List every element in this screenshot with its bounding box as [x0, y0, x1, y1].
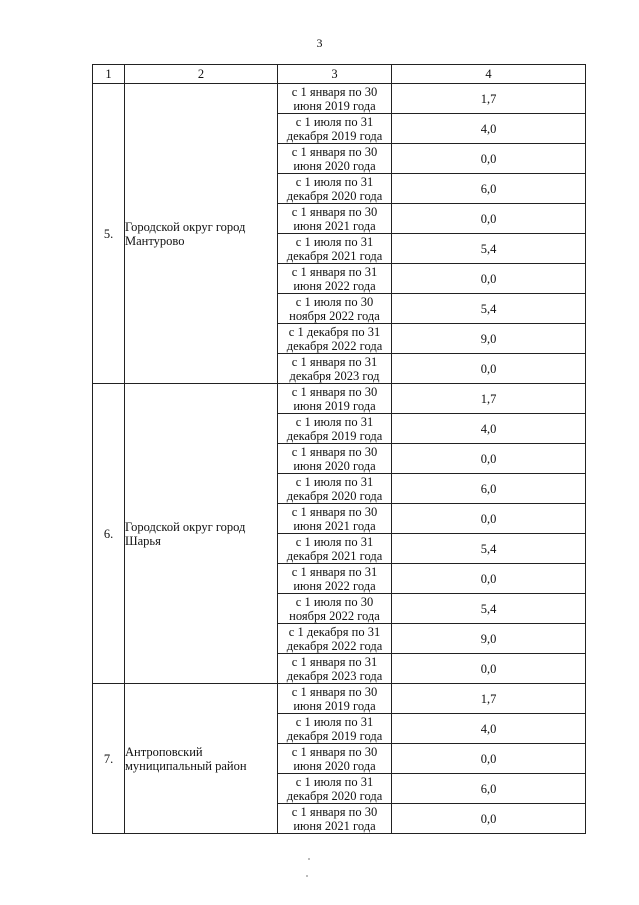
- period-line: с 1 января по 30: [291, 804, 378, 819]
- value-cell: 0,0: [392, 264, 586, 294]
- value-cell: 6,0: [392, 474, 586, 504]
- period-line: декабря 2023 год: [289, 368, 380, 383]
- period-line: с 1 января по 30: [291, 144, 378, 159]
- period-line: декабря 2022 года: [286, 638, 383, 653]
- period-line: с 1 января по 30: [291, 84, 378, 99]
- header-col-3: 3: [278, 65, 392, 84]
- table-header-row: [93, 65, 586, 84]
- period-line: с 1 июля по 31: [295, 714, 374, 729]
- period-line: с 1 декабря по 31: [288, 624, 381, 639]
- period-line: с 1 июля по 30: [295, 294, 374, 309]
- period-line: июня 2020 года: [293, 758, 376, 773]
- value-cell: 5,4: [392, 234, 586, 264]
- row-number: 5.: [93, 84, 125, 384]
- header-col-1: 1: [93, 65, 125, 84]
- period-line: с 1 июля по 31: [295, 174, 374, 189]
- value-cell: 0,0: [392, 564, 586, 594]
- value-cell: 4,0: [392, 714, 586, 744]
- period-line: с 1 июля по 31: [295, 234, 374, 249]
- period-cell: [278, 354, 392, 384]
- period-cell: [278, 534, 392, 564]
- period-cell: [278, 294, 392, 324]
- value-cell: 5,4: [392, 594, 586, 624]
- scan-speck: [308, 858, 310, 860]
- period-cell: [278, 474, 392, 504]
- period-line: июня 2022 года: [293, 278, 376, 293]
- period-line: июня 2021 года: [293, 218, 376, 233]
- row-number: 7.: [93, 684, 125, 834]
- period-line: ноября 2022 года: [289, 608, 380, 623]
- value-cell: 1,7: [392, 84, 586, 114]
- tariff-table: [92, 64, 586, 834]
- period-cell: [278, 774, 392, 804]
- period-cell: [278, 174, 392, 204]
- scan-speck: [306, 875, 308, 877]
- period-line: с 1 января по 31: [291, 564, 378, 579]
- period-line: с 1 июля по 30: [295, 594, 374, 609]
- period-line: декабря 2019 года: [286, 128, 383, 143]
- municipality-name: Антроповский муниципальный район: [125, 684, 278, 834]
- header-col-2: 2: [125, 65, 278, 84]
- row-number: 6.: [93, 384, 125, 684]
- value-cell: 4,0: [392, 114, 586, 144]
- period-cell: [278, 204, 392, 234]
- period-line: с 1 января по 30: [291, 204, 378, 219]
- value-cell: 1,7: [392, 384, 586, 414]
- period-line: с 1 июля по 31: [295, 534, 374, 549]
- table-row: [93, 384, 586, 414]
- value-cell: 5,4: [392, 534, 586, 564]
- period-cell: [278, 144, 392, 174]
- period-line: июня 2021 года: [293, 818, 376, 833]
- table-row: [93, 684, 586, 714]
- value-cell: 5,4: [392, 294, 586, 324]
- header-col-4: 4: [392, 65, 586, 84]
- period-line: декабря 2022 года: [286, 338, 383, 353]
- period-line: июня 2020 года: [293, 158, 376, 173]
- period-line: с 1 июля по 31: [295, 114, 374, 129]
- period-cell: [278, 744, 392, 774]
- period-line: июня 2022 года: [293, 578, 376, 593]
- value-cell: 6,0: [392, 774, 586, 804]
- period-line: декабря 2021 года: [286, 248, 383, 263]
- period-line: с 1 января по 31: [291, 654, 378, 669]
- value-cell: 9,0: [392, 624, 586, 654]
- value-cell: 0,0: [392, 744, 586, 774]
- period-cell: [278, 264, 392, 294]
- period-cell: [278, 564, 392, 594]
- value-cell: 0,0: [392, 444, 586, 474]
- table-body: [93, 65, 586, 834]
- value-cell: 9,0: [392, 324, 586, 354]
- page-number: 3: [316, 36, 323, 50]
- period-cell: [278, 84, 392, 114]
- value-cell: 0,0: [392, 504, 586, 534]
- period-line: декабря 2023 года: [286, 668, 383, 683]
- value-cell: 6,0: [392, 174, 586, 204]
- value-cell: 0,0: [392, 204, 586, 234]
- period-cell: [278, 714, 392, 744]
- period-line: с 1 января по 30: [291, 444, 378, 459]
- period-cell: [278, 654, 392, 684]
- period-cell: [278, 444, 392, 474]
- period-cell: [278, 594, 392, 624]
- period-line: ноября 2022 года: [289, 308, 380, 323]
- period-line: июня 2019 года: [293, 398, 376, 413]
- period-line: с 1 июля по 31: [295, 774, 374, 789]
- period-line: с 1 июля по 31: [295, 474, 374, 489]
- period-line: с 1 января по 30: [291, 684, 378, 699]
- period-cell: [278, 234, 392, 264]
- period-cell: [278, 384, 392, 414]
- period-line: с 1 января по 30: [291, 504, 378, 519]
- period-line: декабря 2021 года: [286, 548, 383, 563]
- value-cell: 0,0: [392, 654, 586, 684]
- period-cell: [278, 504, 392, 534]
- period-line: с 1 января по 31: [291, 264, 378, 279]
- value-cell: 0,0: [392, 804, 586, 834]
- period-line: с 1 января по 31: [291, 354, 378, 369]
- value-cell: 1,7: [392, 684, 586, 714]
- period-line: с 1 января по 30: [291, 384, 378, 399]
- period-line: июня 2019 года: [293, 698, 376, 713]
- period-line: июня 2020 года: [293, 458, 376, 473]
- period-line: с 1 июля по 31: [295, 414, 374, 429]
- period-line: июня 2021 года: [293, 518, 376, 533]
- period-line: июня 2019 года: [293, 98, 376, 113]
- period-cell: [278, 804, 392, 834]
- period-line: декабря 2019 года: [286, 428, 383, 443]
- value-cell: 4,0: [392, 414, 586, 444]
- period-line: с 1 декабря по 31: [288, 324, 381, 339]
- value-cell: 0,0: [392, 354, 586, 384]
- period-cell: [278, 114, 392, 144]
- table-row: [93, 84, 586, 114]
- period-cell: [278, 324, 392, 354]
- period-line: декабря 2019 года: [286, 728, 383, 743]
- municipality-name: Городской округ город Мантурово: [125, 84, 278, 384]
- period-line: декабря 2020 года: [286, 488, 383, 503]
- period-line: декабря 2020 года: [286, 188, 383, 203]
- municipality-name: Городской округ город Шарья: [125, 384, 278, 684]
- period-line: декабря 2020 года: [286, 788, 383, 803]
- period-cell: [278, 684, 392, 714]
- value-cell: 0,0: [392, 144, 586, 174]
- period-line: с 1 января по 30: [291, 744, 378, 759]
- period-cell: [278, 624, 392, 654]
- period-cell: [278, 414, 392, 444]
